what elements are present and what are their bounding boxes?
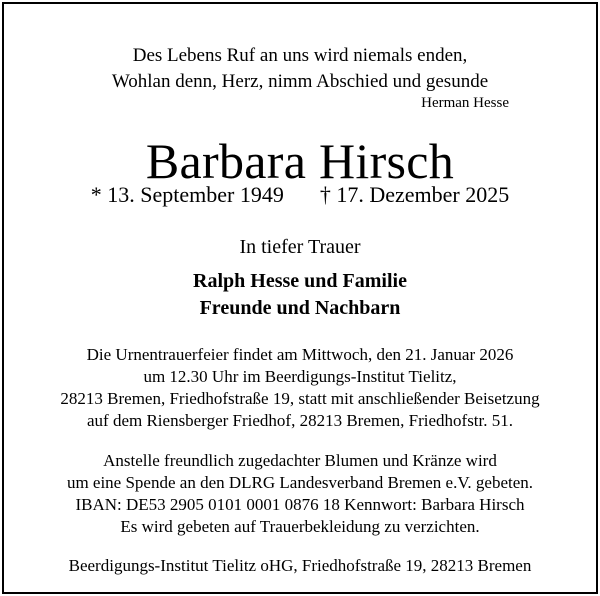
mourner-family: Ralph Hesse und Familie	[193, 270, 407, 292]
funeral-home-footer: Beerdigungs-Institut Tielitz oHG, Friedhofstraße 19, 28213 Bremen	[68, 556, 532, 575]
deceased-name: Barbara Hirsch	[145, 133, 455, 189]
ceremony-line-3: 28213 Bremen, Friedhofstraße 19, statt mit anschließender Beisetzung	[60, 389, 540, 408]
life-dates	[0, 182, 600, 208]
donation-line-1: Anstelle freundlich zugedachter Blumen und Kränze wird	[103, 451, 497, 470]
death-date: † 17. Dezember 2025	[319, 182, 510, 207]
mourner-friends: Freunde und Nachbarn	[199, 297, 401, 319]
donation-line-4: Es wird gebeten auf Trauerbekleidung zu verzichten.	[120, 517, 480, 536]
poem-line-2: Wohlan denn, Herz, nimm Abschied und gesunde	[111, 71, 489, 92]
poem-author: Herman Hesse	[421, 95, 509, 111]
ceremony-line-2: um 12.30 Uhr im Beerdigungs-Institut Tielitz,	[143, 367, 457, 386]
ceremony-line-1: Die Urnentrauerfeier findet am Mittwoch, den 21. Januar 2026	[86, 345, 514, 364]
donation-iban: IBAN: DE53 2905 0101 0001 0876 18 Kennwort: Barbara Hirsch	[75, 495, 525, 514]
birth-date: * 13. September 1949	[90, 182, 284, 207]
poem-line-1: Des Lebens Ruf an uns wird niemals enden,	[132, 45, 468, 66]
donation-line-2: um eine Spende an den DLRG Landesverband Bremen e.V. gebeten.	[66, 473, 534, 492]
ceremony-line-4: auf dem Riensberger Friedhof, 28213 Bremen, Friedhofstr. 51.	[86, 411, 514, 430]
mourning-intro: In tiefer Trauer	[239, 236, 361, 258]
